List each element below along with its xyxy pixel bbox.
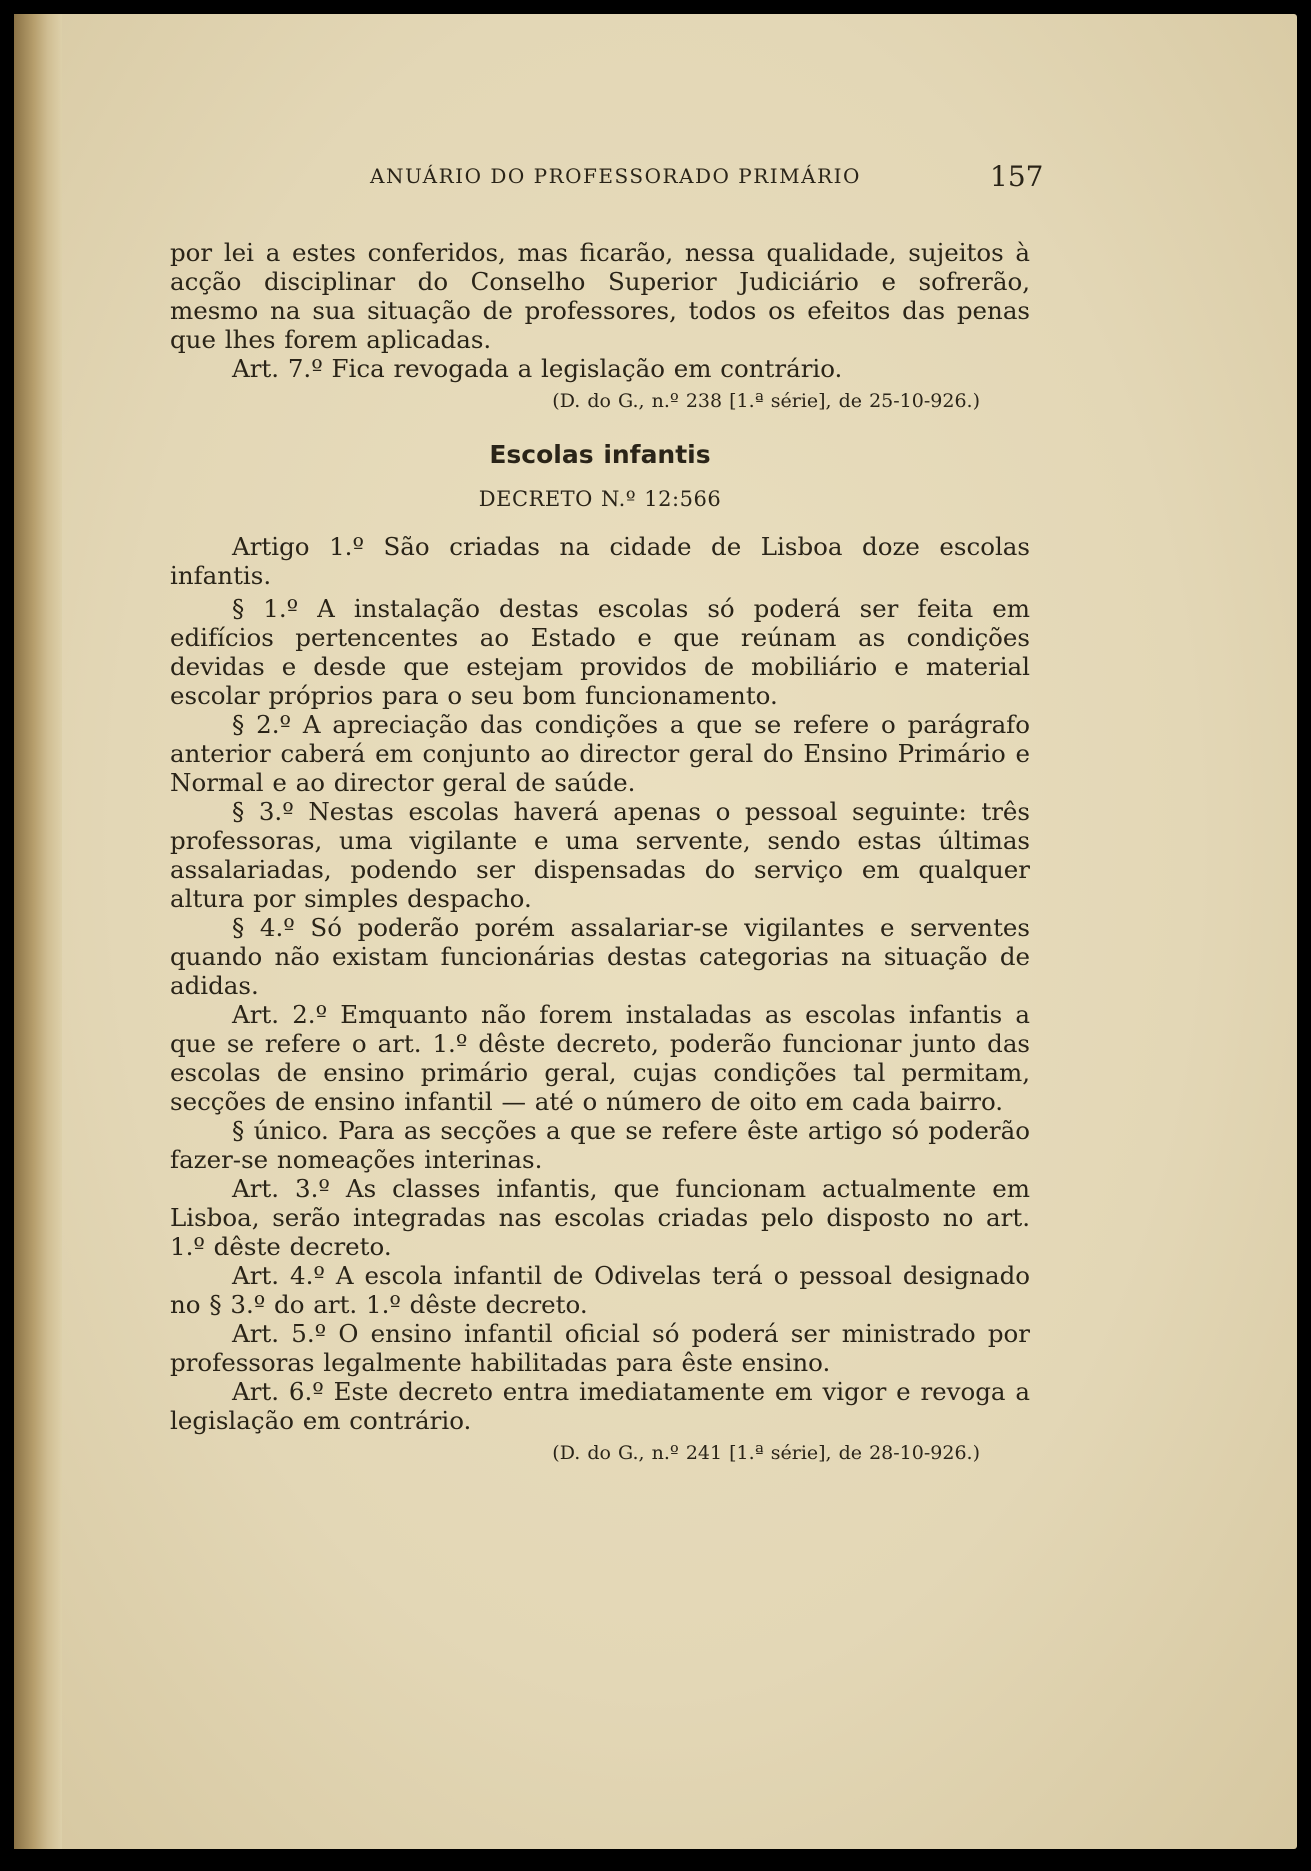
article-3: Art. 3.º As classes infantis, que funcionam actualmente em Lisboa, serão integradas nas escolas criadas pelo disposto no art. 1.º dêste decreto. [170,1174,1030,1261]
article-5: Art. 5.º O ensino infantil oficial só poderá ser ministrado por professoras legalmente habilitadas para êste ensino. [170,1319,1030,1377]
section-title: Escolas infantis [489,440,711,469]
article-7: Art. 7.º Fica revogada a legislação em contrário. [232,354,843,383]
paragraph-4: § 4.º Só poderão porém assalariar-se vigilantes e serventes quando não existam funcionárias destas categorias na situação de adidas. [170,913,1030,1000]
article-2: Art. 2.º Emquanto não forem instaladas as escolas infantis a que se refere o art. 1.º dêste decreto, poderão funcionar junto das escolas de ensino primário geral, cujas condições tal permitam, secções de ensino infantil — até o número de oito em cada bairro. [170,1000,1030,1116]
article-1: Artigo 1.º São criadas na cidade de Lisboa doze escolas infantis. [170,532,1030,590]
book-spine-edge [14,14,62,1849]
decree-number: DECRETO N.º 12:566 [478,487,722,511]
citation-238: (D. do G., n.º 238 [1.ª série], de 25-10-926.) [552,390,980,412]
citation-241: (D. do G., n.º 241 [1.ª série], de 28-10-926.) [552,1442,980,1464]
page-header [0,160,1311,193]
paragraph-3: § 3.º Nestas escolas haverá apenas o pessoal seguinte: três professoras, uma vigilante e uma servente, sendo estas últimas assalariadas, podendo ser dispensadas do serviço em qualquer altura por simples despacho. [170,797,1030,913]
paragraph-1: § 1.º A instalação destas escolas só poderá ser feita em edifícios pertencentes ao Estado e que reúnam as condições devidas e desde que estejam providos de mobiliário e material escolar próprios para o seu bom funcionamento. [170,594,1030,710]
running-title: ANUÁRIO DO PROFESSORADO PRIMÁRIO [370,164,861,188]
article-4: Art. 4.º A escola infantil de Odivelas terá o pessoal designado no § 3.º do art. 1.º dêste decreto. [170,1261,1030,1319]
continuation-paragraph: por lei a estes conferidos, mas ficarão, nessa qualidade, sujeitos à acção disciplinar do Conselho Superior Judiciário e sofrerão, mesmo na sua situação de professores, todos os efeitos das penas que lhes forem aplicadas. [170,238,1030,354]
body-text [170,238,1030,1468]
paragraph-unico: § único. Para as secções a que se refere êste artigo só poderão fazer-se nomeações interinas. [170,1116,1030,1174]
page-number: 157 [990,160,1044,193]
paragraph-2: § 2.º A apreciação das condições a que se refere o parágrafo anterior caberá em conjunto ao director geral do Ensino Primário e Normal e ao director geral de saúde. [170,710,1030,797]
article-6: Art. 6.º Este decreto entra imediatamente em vigor e revoga a legislação em contrário. [170,1377,1030,1435]
